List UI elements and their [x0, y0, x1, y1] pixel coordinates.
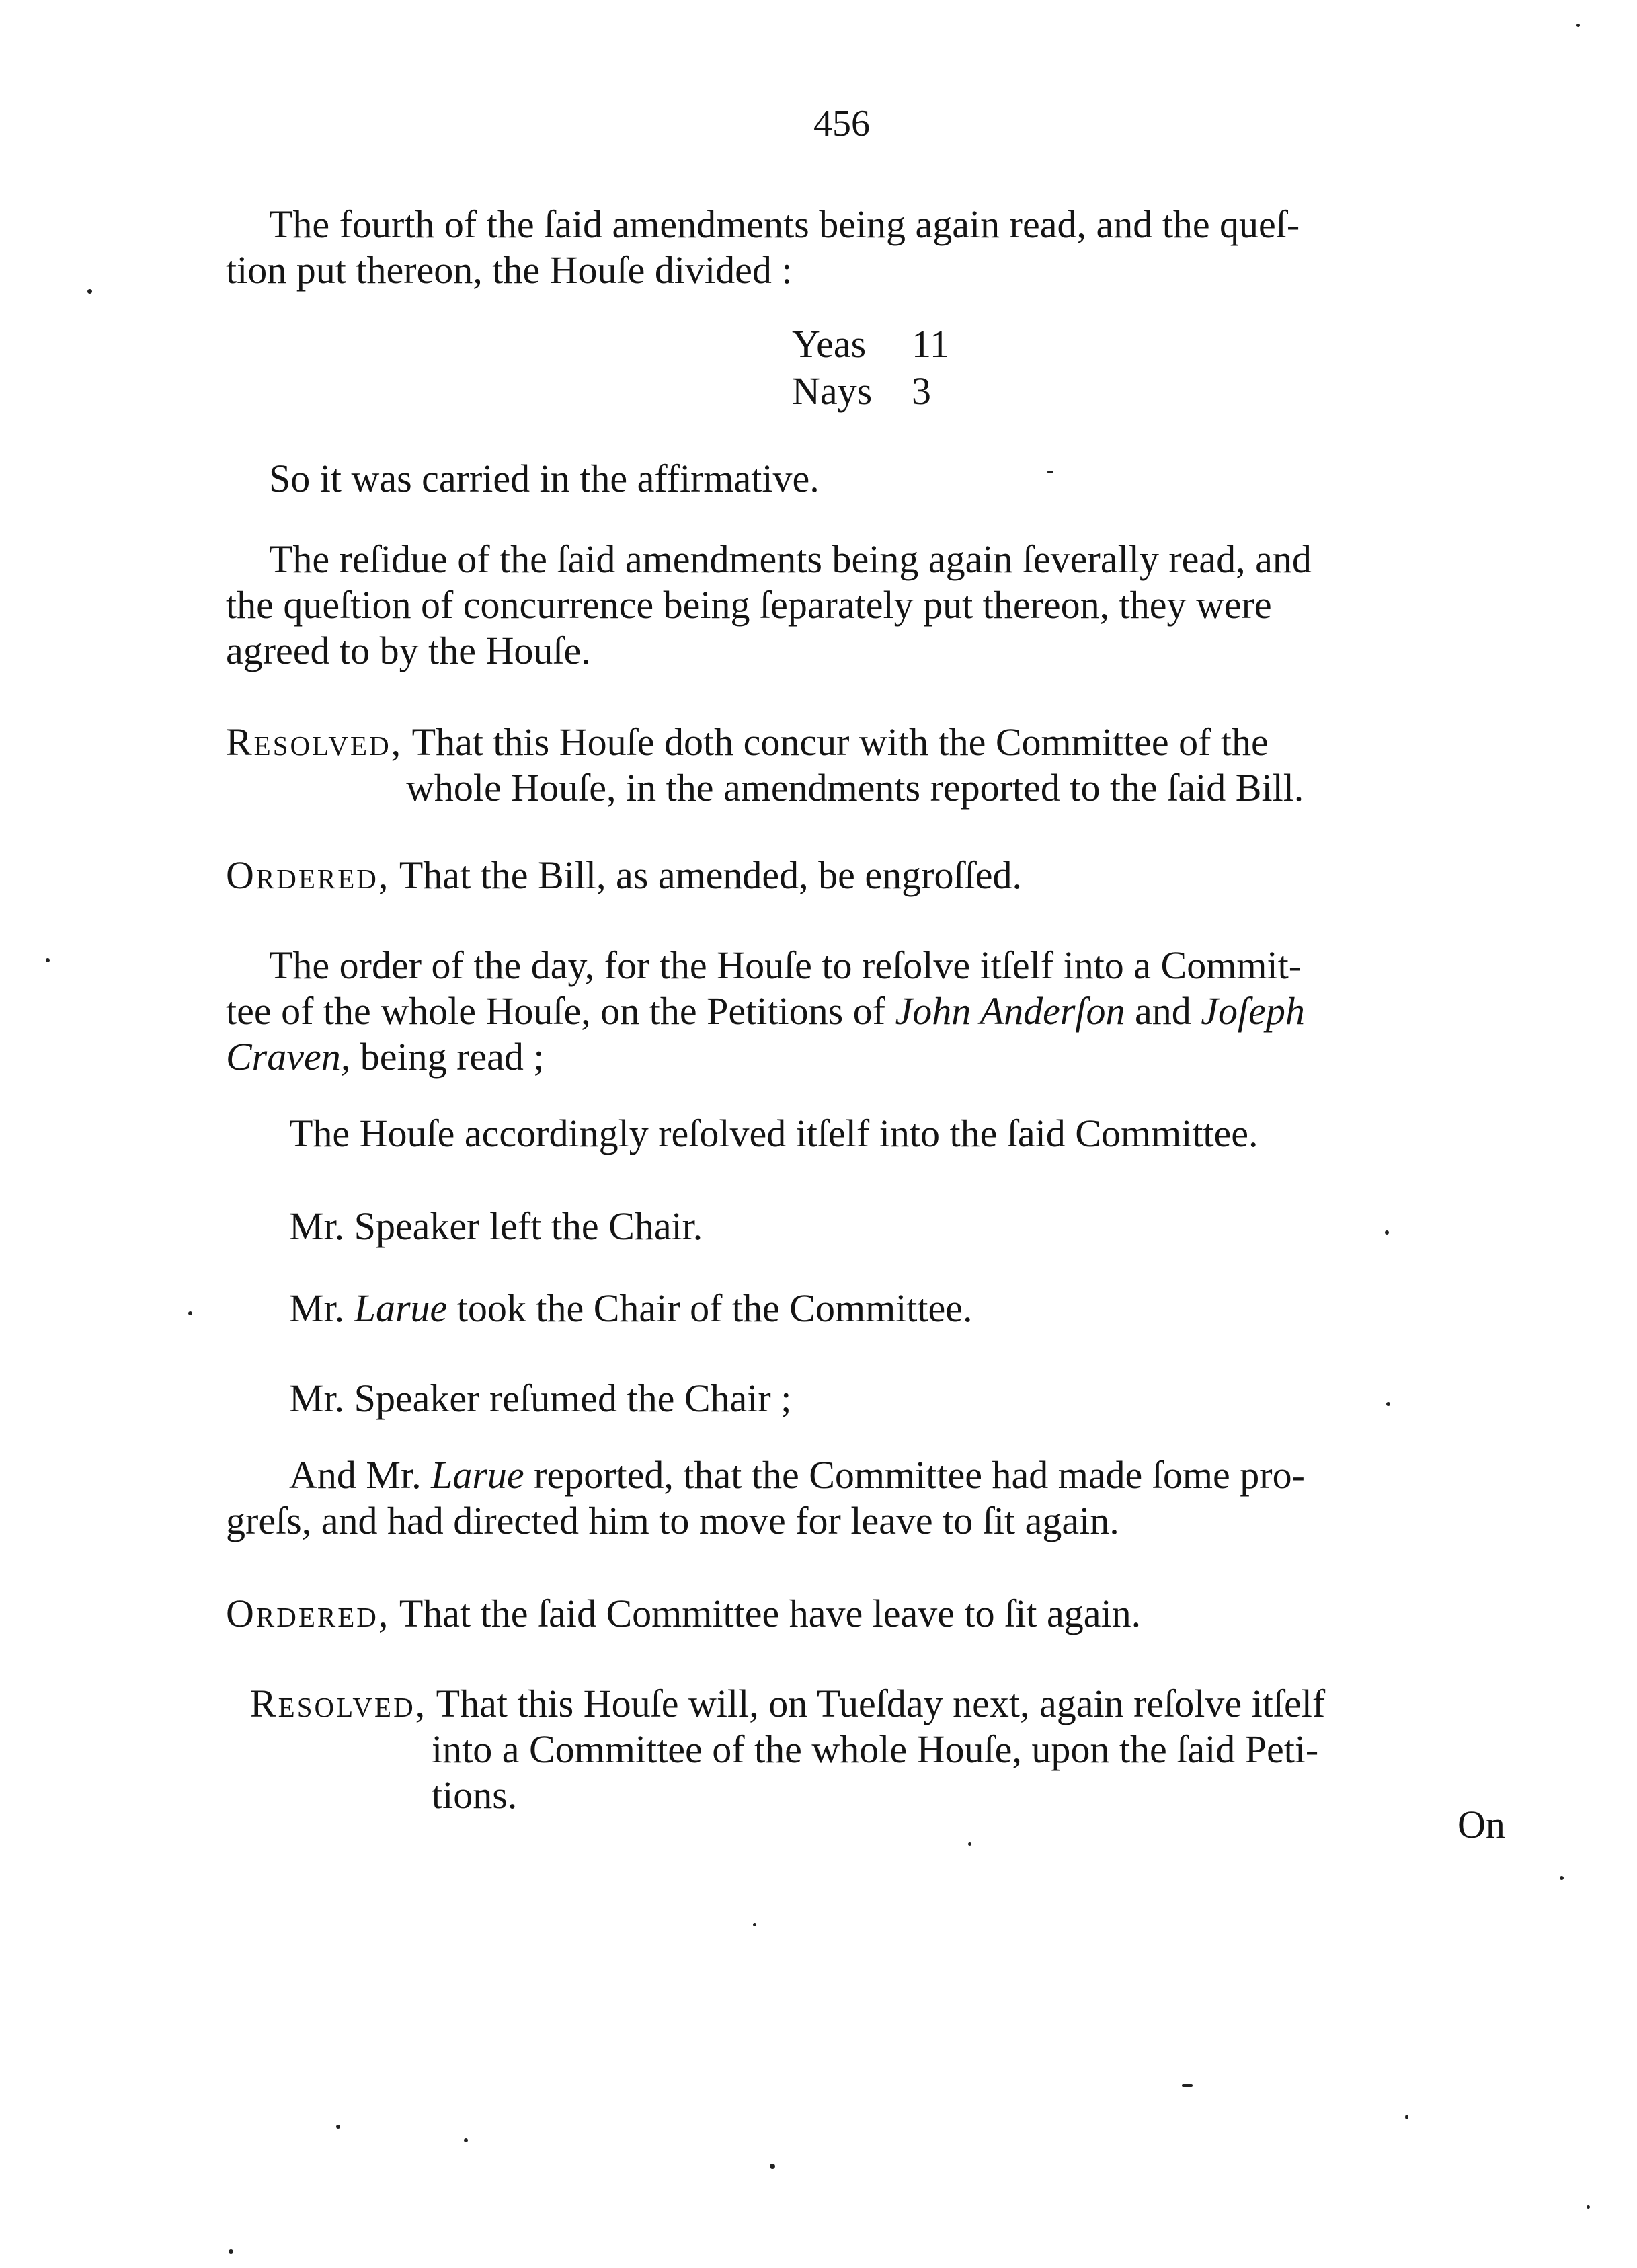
scan-speck [229, 2249, 233, 2254]
division-nays [792, 368, 931, 414]
resolution-text: tions. [432, 1773, 518, 1817]
paragraph-text: took the Chair of the Committee. [456, 1286, 973, 1330]
scan-speck [1047, 471, 1053, 473]
scan-speck [753, 1923, 756, 1926]
paragraph-committee-resolved: The Houſe accordingly reſolved itſelf into the ſaid Committee. [289, 1111, 1259, 1155]
paragraph-line: the queſtion of concurrence being ſeparately put thereon, they were [226, 583, 1272, 627]
resolved-label: Resolved, [226, 720, 403, 764]
scan-speck [1587, 2205, 1590, 2209]
scan-speck [1385, 1230, 1389, 1235]
paragraph-line: greſs, and had directed him to move for leave to ſit again. [226, 1499, 1119, 1542]
order-sit-again [226, 1591, 1503, 1637]
paragraph-fourth-amendment [226, 202, 1503, 293]
scan-speck [1560, 1876, 1564, 1880]
paragraph-text: tee of the whole Houſe, on the Petitions of [226, 989, 885, 1033]
order-text: That the ſaid Committee have leave to ſit again. [399, 1592, 1142, 1635]
paragraph-text: Mr. [289, 1286, 345, 1330]
scan-speck [1576, 24, 1580, 27]
petitioner-name: Joſeph [1201, 989, 1305, 1033]
scan-speck [770, 2164, 775, 2169]
yeas-count: 11 [912, 322, 949, 366]
page-number: 456 [813, 103, 870, 145]
paragraph-line: tion put thereon, the Houſe divided : [226, 248, 793, 292]
yeas-label: Yeas [792, 322, 867, 366]
paragraph-speaker-left: Mr. Speaker left the Chair. [289, 1204, 703, 1248]
scan-speck [464, 2138, 468, 2142]
resolution-text: That this Houſe doth concur with the Committee of the [411, 720, 1269, 764]
ordered-label: Ordered, [226, 1592, 391, 1635]
paragraph-line: The order of the day, for the Houſe to reſolve itſelf into a Commit- [269, 943, 1302, 987]
resolution-concur [226, 719, 1503, 811]
petitioner-name: John Anderſon [895, 989, 1125, 1033]
paragraph-text: And Mr. [289, 1453, 422, 1497]
paragraph-larue-took-chair [289, 1286, 1566, 1331]
division-yeas [792, 321, 949, 367]
resolution-text: into a Committee of the whole Houſe, upon the ſaid Peti- [432, 1727, 1319, 1771]
paragraph-order-of-day [226, 943, 1503, 1080]
paragraph-line: agreed to by the Houſe. [226, 629, 591, 672]
resolution-tuesday [250, 1681, 1527, 1818]
scan-speck [1182, 2084, 1193, 2087]
scan-speck [46, 958, 50, 962]
scan-speck [87, 289, 92, 294]
member-name: Larue [354, 1286, 448, 1330]
scan-speck [968, 1842, 971, 1846]
petitioner-name: Craven, [226, 1035, 351, 1079]
scan-speck [188, 1311, 192, 1315]
resolution-text: That this Houſe will, on Tueſday next, again reſolve itſelf [436, 1682, 1326, 1725]
nays-label: Nays [792, 369, 873, 413]
paragraph-larue-reported [226, 1452, 1503, 1544]
paragraph-residue [226, 537, 1503, 674]
ordered-label: Ordered, [226, 853, 391, 897]
scan-speck [336, 2125, 340, 2129]
order-text: That the Bill, as amended, be engroſſed. [399, 853, 1022, 897]
paragraph-text: reported, that the Committee had made ſome pro- [534, 1453, 1305, 1497]
paragraph-line: The reſidue of the ſaid amendments being again ſeverally read, and [269, 537, 1312, 581]
paragraph-line: The fourth of the ſaid amendments being again read, and the queſ- [269, 202, 1300, 246]
catchword: On [1458, 1803, 1505, 1846]
nays-count: 3 [912, 369, 931, 413]
member-name: Larue [431, 1453, 524, 1497]
scan-speck [1386, 1402, 1390, 1406]
paragraph-carried: So it was carried in the affirmative. [269, 457, 820, 500]
resolved-label: Resolved, [250, 1682, 428, 1725]
order-engrossed [226, 853, 1503, 898]
paragraph-text: and [1135, 989, 1191, 1033]
paragraph-speaker-resumed: Mr. Speaker reſumed the Chair ; [289, 1376, 792, 1420]
paragraph-text: being read ; [360, 1035, 545, 1079]
scan-speck [1405, 2115, 1408, 2119]
resolution-text: whole Houſe, in the amendments reported to the ſaid Bill. [406, 766, 1304, 810]
